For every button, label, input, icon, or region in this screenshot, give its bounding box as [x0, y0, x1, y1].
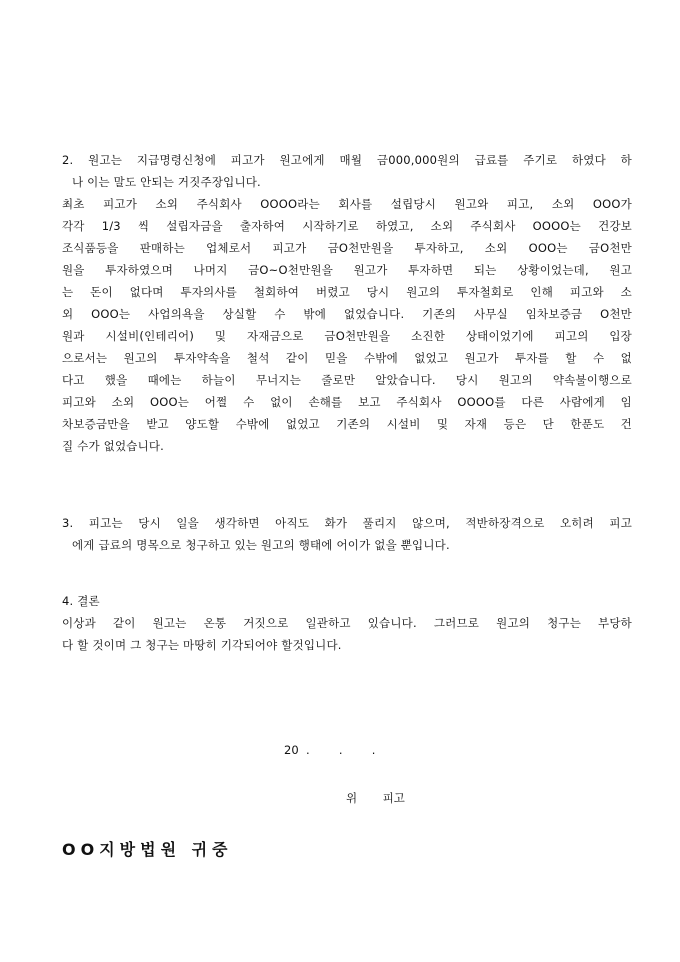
section-2-line-10: 으로서는 원고의 투자약속을 철석 같이 믿을 수밖에 없었고 원고가 투자를 할 수 없: [62, 351, 632, 365]
section-2-line-8: 외 OOO는 사업의욕을 상실할 수 밖에 없었습니다. 기존의 사무실 임차보증금 O천만: [62, 307, 632, 321]
section-2-line-7: 는 돈이 없다며 투자의사를 철회하여 버렸고 당시 원고의 투자철회로 인해 피고와 소: [62, 285, 632, 299]
section-2-line-5: 조식품등을 판매하는 업체로서 피고가 금O천만원을 투자하고, 소외 OOO는 금O천만: [62, 241, 632, 255]
section-3-paragraph: [62, 512, 632, 556]
section-4-conclusion: [62, 590, 632, 656]
section-2-line-2: 나 이는 말도 안되는 거짓주장입니다.: [72, 175, 261, 189]
section-2-line-4: 각각 1/3 씩 설립자금을 출자하여 시작하기로 하였고, 소외 주식회사 OOOO는 건강보: [62, 219, 632, 233]
section-4-line-2: 다 할 것이며 그 청구는 마땅히 기각되어야 할것입니다.: [62, 638, 342, 652]
section-2-line-11: 다고 했을 때에는 하늘이 무너지는 줄로만 알았습니다. 당시 원고의 약속불이행으로: [62, 373, 632, 387]
section-3-line-2: 에게 급료의 명목으로 청구하고 있는 원고의 행태에 어이가 없을 뿐입니다.: [72, 538, 450, 552]
section-2-line-3: 최초 피고가 소외 주식회사 OOOO라는 회사를 설립당시 원고와 피고, 소외 OOO가: [62, 197, 632, 211]
section-2-paragraph: [62, 149, 632, 457]
section-2-line-6: 원을 투자하였으며 나머지 금O~O천만원을 원고가 투자하면 되는 상황이었는데, 원고: [62, 263, 632, 277]
section-2-line-14: 질 수가 없었습니다.: [62, 439, 165, 453]
section-2-line-1: 2. 원고는 지급명령신청에 피고가 원고에게 매월 금000,000원의 급료를 주기로 하였다 하: [62, 153, 632, 167]
court-addressee: OO지방법원 귀중: [62, 840, 233, 859]
section-2-line-13: 차보증금만을 받고 양도할 수밖에 없었고 기존의 시설비 및 자재 등은 단 한푼도 건: [62, 417, 632, 431]
signer-label: 위 피고: [346, 791, 405, 805]
section-2-line-9: 원과 시설비(인테리어) 및 자재금으로 금O천만원을 소진한 상태이었기에 피고의 입장: [62, 329, 632, 343]
section-4-line-1: 이상과 같이 원고는 온통 거짓으로 일관하고 있습니다. 그러므로 원고의 청구는 부당하: [62, 616, 632, 630]
section-3-line-1: 3. 피고는 당시 일을 생각하면 아직도 화가 풀리지 않으며, 적반하장격으로 오히려 피고: [62, 516, 632, 530]
section-4-heading: 4. 결론: [62, 594, 100, 608]
document-date: 20 . . .: [284, 743, 376, 757]
section-2-line-12: 피고와 소외 OOO는 어쩔 수 없이 손해를 보고 주식회사 OOOO를 다른 사람에게 임: [62, 395, 632, 409]
